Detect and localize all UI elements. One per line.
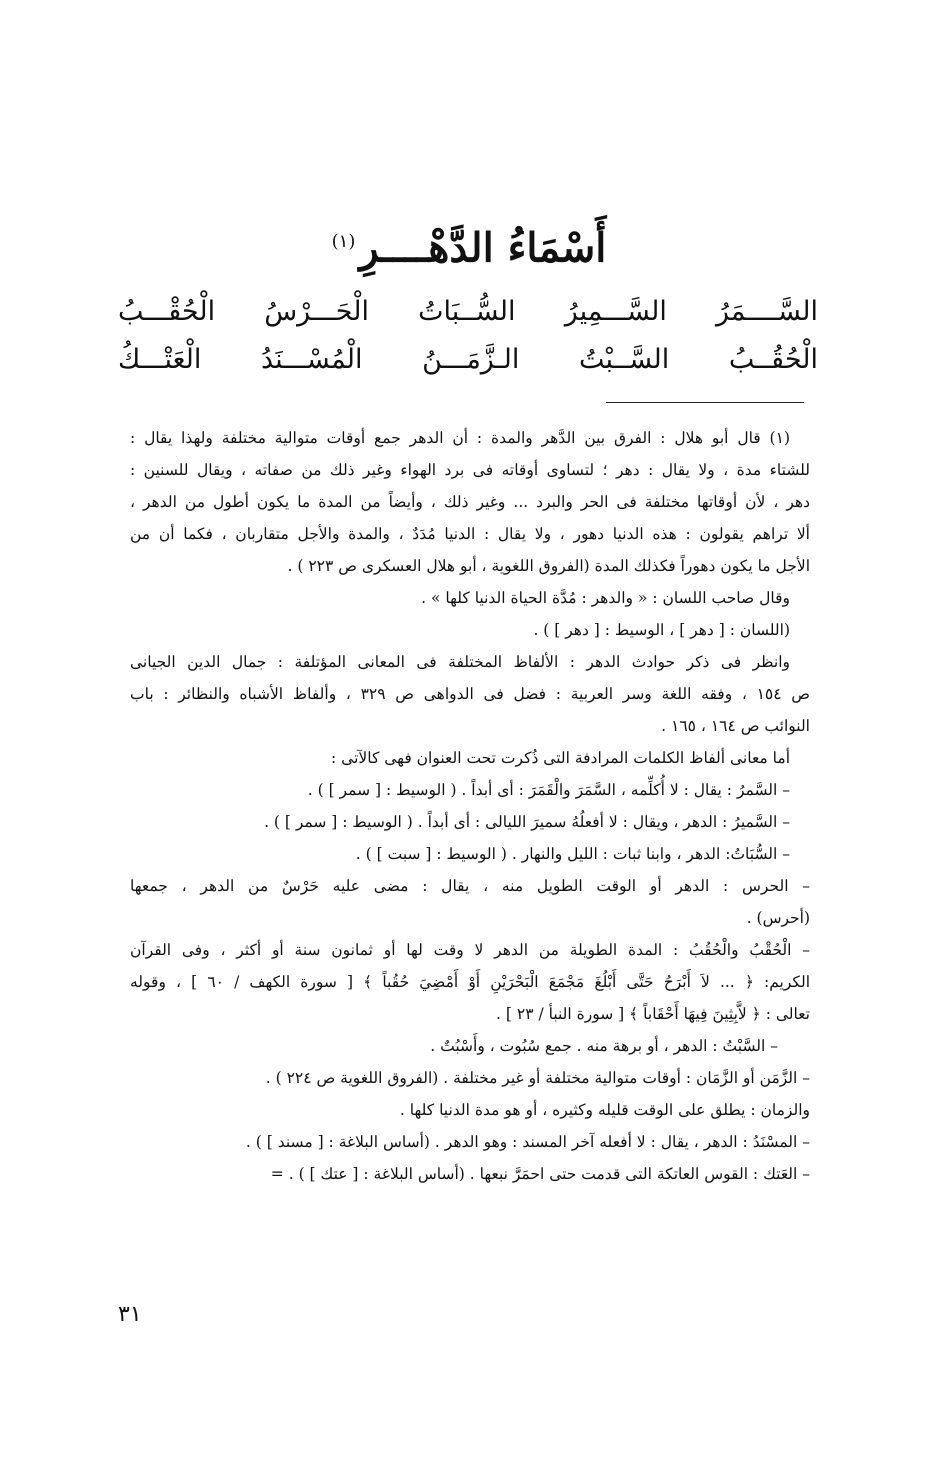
footnote-line: دهر ، لأن أوقاتها مختلفة فى الحر والبرد ... وغير ذلك ، وأيضاً من المدة ما يكون أطول من الدهر ، bbox=[130, 493, 810, 511]
footnote-line: – السَّميرُ : الدهر ، ويقال : لا أفعلُهُ سميرَ الليالى : أى أبداً . ( الوسيط : [ سمر ] ) . bbox=[264, 813, 790, 831]
word-item: السَّــــمَرُ bbox=[716, 296, 818, 327]
footnote-line: وانظر فى ذكر حوادث الدهر : الألفاظ المختلفة فى المعانى المؤتلفة : جمال الدين الجيانى bbox=[130, 653, 790, 671]
footnote-line: – الحرس : الدهر أو الوقت الطويل منه ، يقال : مضى عليه حَرْسٌ من الدهر ، جمعها bbox=[130, 877, 810, 895]
footnote-line: – السَّبْتُ : الدهر ، أو برهة منه . جمع سُبُوت ، وأَسْبُتٌ . bbox=[430, 1037, 778, 1055]
footnote-line: – الْحُقْبُ والْحُقُبُ : المدة الطويلة من الدهر لا وقت لها أو ثمانون سنة أو أكثر ، وفى القرآن bbox=[130, 941, 810, 959]
page-number: ٣١ bbox=[118, 1302, 142, 1327]
word-item: السَّــبْتُ bbox=[578, 344, 670, 375]
footnote-line: الكريم: ﴿ ... لاَ أَبْرَحُ حَتَّى أَبْلُغَ مَجْمَعَ الْبَحْرَيْنِ أَوْ أَمْضِيَ حُقُباً ﴾ [ سورة الكهف / ٦٠ ] ، وقوله bbox=[130, 973, 810, 991]
footnote-line: – الزَّمَن أو الزَّمَان : أوقات متوالية مختلفة أو غير مختلفة . (الفروق اللغوية ص ٢٢٤ ) . bbox=[265, 1069, 810, 1087]
title-footnote-marker: (١) bbox=[331, 231, 356, 252]
footnote-line: (١) قال أبو هلال : الفرق بين الدَّهر والمدة : أن الدهر جمع أوقات متوالية مختلفة ولهذا يقال : bbox=[130, 429, 790, 447]
footnote-line: الأجل ما يكون دهوراً فكذلك المدة (الفروق اللغوية ، أبو هلال العسكرى ص ٢٢٣ ) . bbox=[287, 557, 810, 575]
footnote-line: تعالى : ﴿ لاَّبِثِينَ فِيهَا أَحْقَاباً ﴾ [ سورة النبأ / ٢٣ ] . bbox=[496, 1005, 810, 1023]
footnote-line: – السُّبَاتُ: الدهر ، وابنا ثبات : الليل والنهار . ( الوسيط : [ سبت ] ) . bbox=[355, 845, 790, 863]
word-item: الْحَـــرْسُ bbox=[264, 296, 369, 327]
footnote-line: أما معانى ألفاظ الكلمات المرادفة التى ذُكرت تحت العنوان فهى كالآتى : bbox=[331, 749, 790, 767]
word-item: الْعَتْـــكُ bbox=[118, 344, 202, 375]
footnote-line: ص ١٥٤ ، وفقه اللغة وسر العربية : فضل فى الدواهى ص ٣٢٩ ، وألفاظ الأشباه والنظائر : باب bbox=[130, 685, 810, 703]
word-list-row-1 bbox=[118, 292, 818, 332]
footnote-line: النوائب ص ١٦٤ ، ١٦٥ . bbox=[661, 717, 810, 735]
word-item: السُّــبَاتُ bbox=[418, 296, 516, 327]
word-item: الْحُقُــبُ bbox=[728, 344, 818, 375]
word-item: الْمُسْـــنَدُ bbox=[260, 344, 363, 375]
page-title bbox=[0, 212, 938, 278]
title-text: أَسْمَاءُ الدَّهْــــرِ bbox=[359, 224, 607, 272]
word-item: السَّـــمِيرُ bbox=[564, 296, 667, 327]
footnote-line: – العَتك : القوس العاتكة التى قدمت حتى احمَرَّ نبعها . (أساس البلاغة : [ عتك ] ) . = bbox=[270, 1165, 810, 1183]
word-item: الـزَّمَـــنُ bbox=[422, 344, 520, 375]
footnote-line: – المسْنَدُ : الدهر ، يقال : لا أفعله آخر المسند : وهو الدهر . (أساس البلاغة : [ مسند ] ) . bbox=[245, 1133, 810, 1151]
footnote-line: – السَّمرُ : يقال : لا أُكلِّمه ، السَّمَرَ والْقَمَرَ : أى أبداً . ( الوسيط : [ سمر ] ) . bbox=[307, 781, 790, 799]
footnote-line: (اللسان : [ دهر ] ، الوسيط : [ دهر ] ) . bbox=[533, 621, 790, 639]
footnote-line: وقال صاحب اللسان : « والدهر : مُدَّة الحياة الدنيا كلها » . bbox=[421, 589, 790, 607]
footnote-line: ألا تراهم يقولون : هذه الدنيا دهور ، ولا يقال : الدنيا مُدَدٌ ، والمدة والأجل متقاربان ، فكما أن من bbox=[130, 525, 810, 543]
footnote-line: والزمان : يطلق على الوقت قليله وكثيره ، أو هو مدة الدنيا كلها . bbox=[399, 1101, 810, 1119]
word-item: الْحُقْـــبُ bbox=[118, 296, 216, 327]
footnote-line: للشتاء مدة ، ولا يقال : دهر ؛ لتساوى أوقاته فى برد الهواء وغير ذلك من صفاته ، ويقال للسنين : bbox=[130, 461, 810, 479]
footnote-separator bbox=[606, 402, 804, 403]
footnote-block bbox=[130, 422, 810, 1190]
footnote-line: (أحرس) . bbox=[746, 909, 810, 927]
word-list-row-2 bbox=[118, 340, 818, 380]
